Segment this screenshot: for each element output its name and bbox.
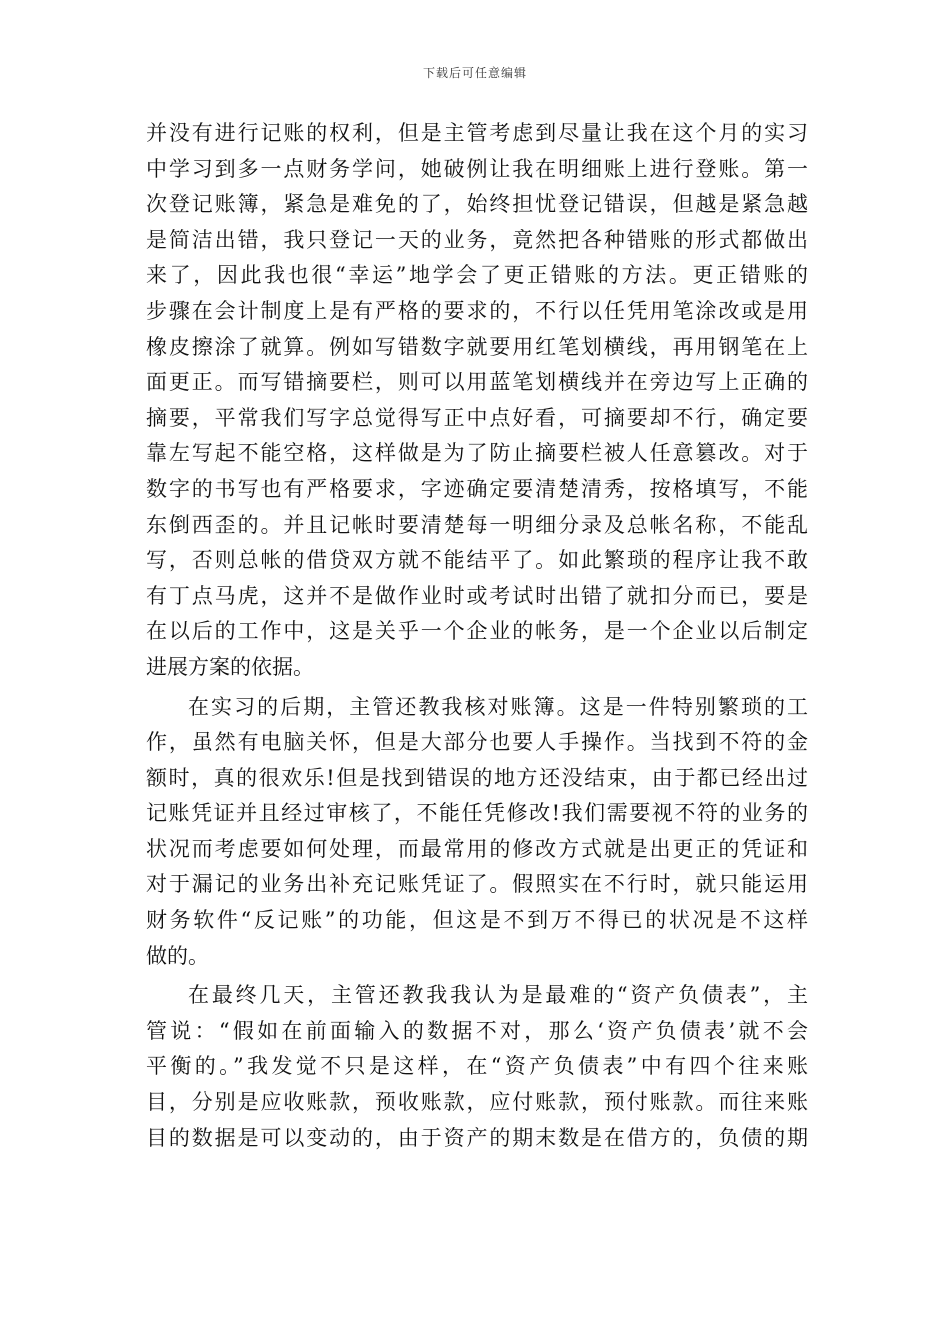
text-line: 目，分别是应收账款，预收账款，应付账款，预付账款。而往来账 bbox=[146, 1090, 808, 1115]
text-line: 记账凭证并且经过审核了，不能任凭修改!我们需要视不符的业务的 bbox=[146, 801, 808, 826]
text-line: 进展方案的依据。 bbox=[146, 654, 314, 679]
text-line: 摘要，平常我们写字总觉得写正中点好看，可摘要却不行，确定要 bbox=[146, 405, 808, 430]
paragraph bbox=[146, 978, 808, 1156]
paragraph bbox=[146, 690, 808, 975]
text-line: 中学习到多一点财务学问，她破例让我在明细账上进行登账。第一 bbox=[146, 156, 808, 181]
text-line: 是简洁出错，我只登记一天的业务，竟然把各种错账的形式都做出 bbox=[146, 227, 808, 252]
text-line: 有丁点马虎，这并不是做作业时或考试时出错了就扣分而已，要是 bbox=[146, 583, 808, 608]
text-line: 东倒西歪的。并且记帐时要清楚每一明细分录及总帐名称，不能乱 bbox=[146, 512, 808, 537]
text-line: 作，虽然有电脑关怀，但是大部分也要人手操作。当找到不符的金 bbox=[146, 730, 808, 755]
text-line: 目的数据是可以变动的，由于资产的期末数是在借方的，负债的期 bbox=[146, 1125, 808, 1150]
text-line: 财务软件“反记账”的功能，但这是不到万不得已的状况是不这样 bbox=[146, 908, 808, 933]
text-line: 做的。 bbox=[146, 943, 209, 968]
text-line: 写，否则总帐的借贷双方就不能结平了。如此繁琐的程序让我不敢 bbox=[146, 548, 808, 573]
text-line: 并没有进行记账的权利，但是主管考虑到尽量让我在这个月的实习 bbox=[146, 121, 808, 145]
text-line: 来了，因此我也很“幸运”地学会了更正错账的方法。更正错账的 bbox=[146, 263, 808, 288]
text-line: 步骤在会计制度上是有严格的要求的，不行以任凭用笔涂改或是用 bbox=[146, 298, 808, 323]
document-body bbox=[146, 116, 808, 1156]
text-line: 在实习的后期，主管还教我核对账簿。这是一件特别繁琐的工 bbox=[188, 694, 808, 719]
text-line: 管说：“假如在前面输入的数据不对，那么‘资产负债表’就不会 bbox=[146, 1018, 808, 1043]
text-line: 在最终几天，主管还教我我认为是最难的“资产负债表”，主 bbox=[188, 983, 808, 1008]
text-line: 在以后的工作中，这是关乎一个企业的帐务，是一个企业以后制定 bbox=[146, 619, 808, 644]
text-line: 次登记账簿，紧急是难免的了，始终担忧登记错误，但越是紧急越 bbox=[146, 192, 808, 217]
text-line: 对于漏记的业务出补充记账凭证了。假照实在不行时，就只能运用 bbox=[146, 872, 808, 897]
page-header: 下载后可任意编辑 bbox=[422, 66, 527, 80]
text-line: 额时，真的很欢乐!但是找到错误的地方还没结束，由于都已经出过 bbox=[146, 765, 808, 790]
paragraph bbox=[146, 116, 808, 686]
text-line: 数字的书写也有严格要求，字迹确定要清楚清秀，按格填写，不能 bbox=[146, 476, 808, 501]
text-line: 状况而考虑要如何处理，而最常用的修改方式就是出更正的凭证和 bbox=[146, 836, 808, 861]
text-line: 平衡的。”我发觉不只是这样，在“资产负债表”中有四个往来账 bbox=[146, 1054, 808, 1079]
text-line: 面更正。而写错摘要栏，则可以用蓝笔划横线并在旁边写上正确的 bbox=[146, 370, 808, 395]
text-line: 橡皮擦涂了就算。例如写错数字就要用红笔划横线，再用钢笔在上 bbox=[146, 334, 808, 359]
text-line: 靠左写起不能空格，这样做是为了防止摘要栏被人任意篡改。对于 bbox=[146, 441, 808, 466]
